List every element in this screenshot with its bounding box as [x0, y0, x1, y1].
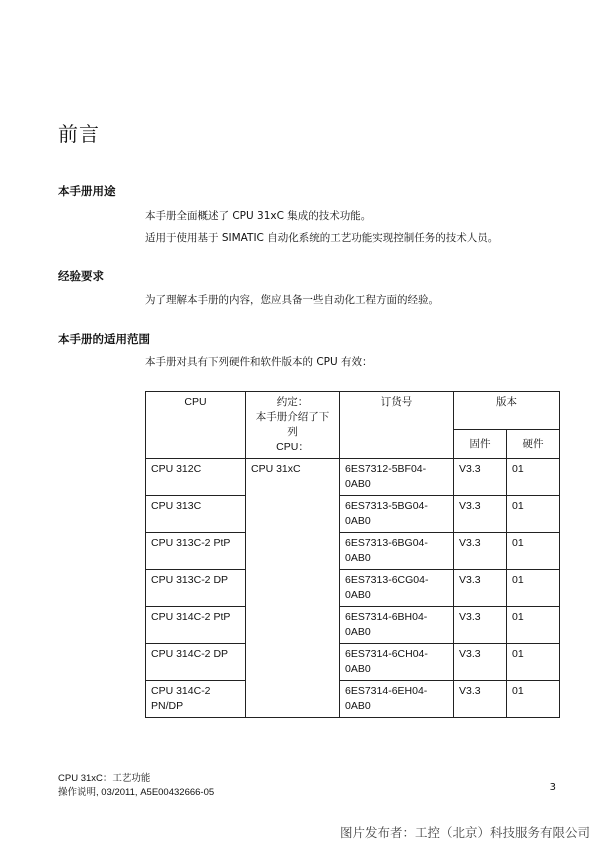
cpu-cell: CPU 312C — [146, 459, 246, 496]
cpu-cell: CPU 313C-2 PtP — [146, 533, 246, 570]
paragraph: 本手册对具有下列硬件和软件版本的 CPU 有效： — [145, 356, 373, 368]
section-heading-scope: 本手册的适用范围 — [58, 332, 150, 346]
hardware-cell: 01 — [507, 459, 560, 496]
section-heading-purpose: 本手册用途 — [58, 184, 116, 198]
cpu-cell: CPU 314C-2 DP — [146, 644, 246, 681]
page-title: 前言 — [58, 122, 100, 146]
order-cell: 6ES7314-6EH04-0AB0 — [340, 681, 454, 718]
header-version: 版本 — [454, 392, 560, 430]
table-row — [146, 644, 560, 681]
firmware-cell: V3.3 — [454, 607, 507, 644]
hardware-cell: 01 — [507, 533, 560, 570]
hardware-cell: 01 — [507, 644, 560, 681]
cpu-cell: CPU 313C-2 DP — [146, 570, 246, 607]
table-row — [146, 459, 560, 496]
header-order-number: 订货号 — [340, 392, 454, 459]
cpu-cell: CPU 314C-2 PN/DP — [146, 681, 246, 718]
cpu-cell: CPU 313C — [146, 496, 246, 533]
firmware-cell: V3.3 — [454, 644, 507, 681]
header-convention-line: CPU： — [276, 441, 309, 453]
paragraph: 为了理解本手册的内容，您应具备一些自动化工程方面的经验。 — [145, 294, 439, 306]
watermark: 图片发布者：工控（北京）科技服务有限公司 — [339, 825, 590, 840]
hardware-cell: 01 — [507, 570, 560, 607]
table-row — [146, 607, 560, 644]
section-heading-experience: 经验要求 — [58, 269, 104, 283]
firmware-cell: V3.3 — [454, 533, 507, 570]
firmware-cell: V3.3 — [454, 496, 507, 533]
paragraph: 适用于使用基于 SIMATIC 自动化系统的工艺功能实现控制任务的技术人员。 — [145, 232, 499, 244]
hardware-cell: 01 — [507, 496, 560, 533]
cpu-cell: CPU 314C-2 PtP — [146, 607, 246, 644]
page-number: 3 — [549, 782, 556, 793]
convention-cell: CPU 31xC — [246, 459, 340, 718]
header-hardware: 硬件 — [507, 430, 560, 459]
header-firmware: 固件 — [454, 430, 507, 459]
paragraph: 本手册全面概述了 CPU 31xC 集成的技术功能。 — [145, 210, 372, 222]
hardware-cell: 01 — [507, 607, 560, 644]
cpu-version-table — [145, 391, 560, 718]
order-cell: 6ES7312-5BF04-0AB0 — [340, 459, 454, 496]
firmware-cell: V3.3 — [454, 570, 507, 607]
header-cpu: CPU — [146, 392, 246, 459]
header-convention-line: 约定： — [276, 396, 309, 408]
hardware-cell: 01 — [507, 681, 560, 718]
table-row — [146, 533, 560, 570]
header-convention-line: 本手册介绍了下列 — [255, 411, 330, 438]
table-row — [146, 570, 560, 607]
order-cell: 6ES7313-5BG04-0AB0 — [340, 496, 454, 533]
order-cell: 6ES7314-6BH04-0AB0 — [340, 607, 454, 644]
table-row — [146, 496, 560, 533]
table-row — [146, 681, 560, 718]
firmware-cell: V3.3 — [454, 459, 507, 496]
header-convention — [246, 392, 340, 459]
order-cell: 6ES7313-6CG04-0AB0 — [340, 570, 454, 607]
order-cell: 6ES7314-6CH04-0AB0 — [340, 644, 454, 681]
firmware-cell: V3.3 — [454, 681, 507, 718]
footer-doc-info: 操作说明, 03/2011, A5E00432666-05 — [58, 787, 215, 798]
order-cell: 6ES7313-6BG04-0AB0 — [340, 533, 454, 570]
footer-doc-title: CPU 31xC：工艺功能 — [58, 773, 151, 784]
